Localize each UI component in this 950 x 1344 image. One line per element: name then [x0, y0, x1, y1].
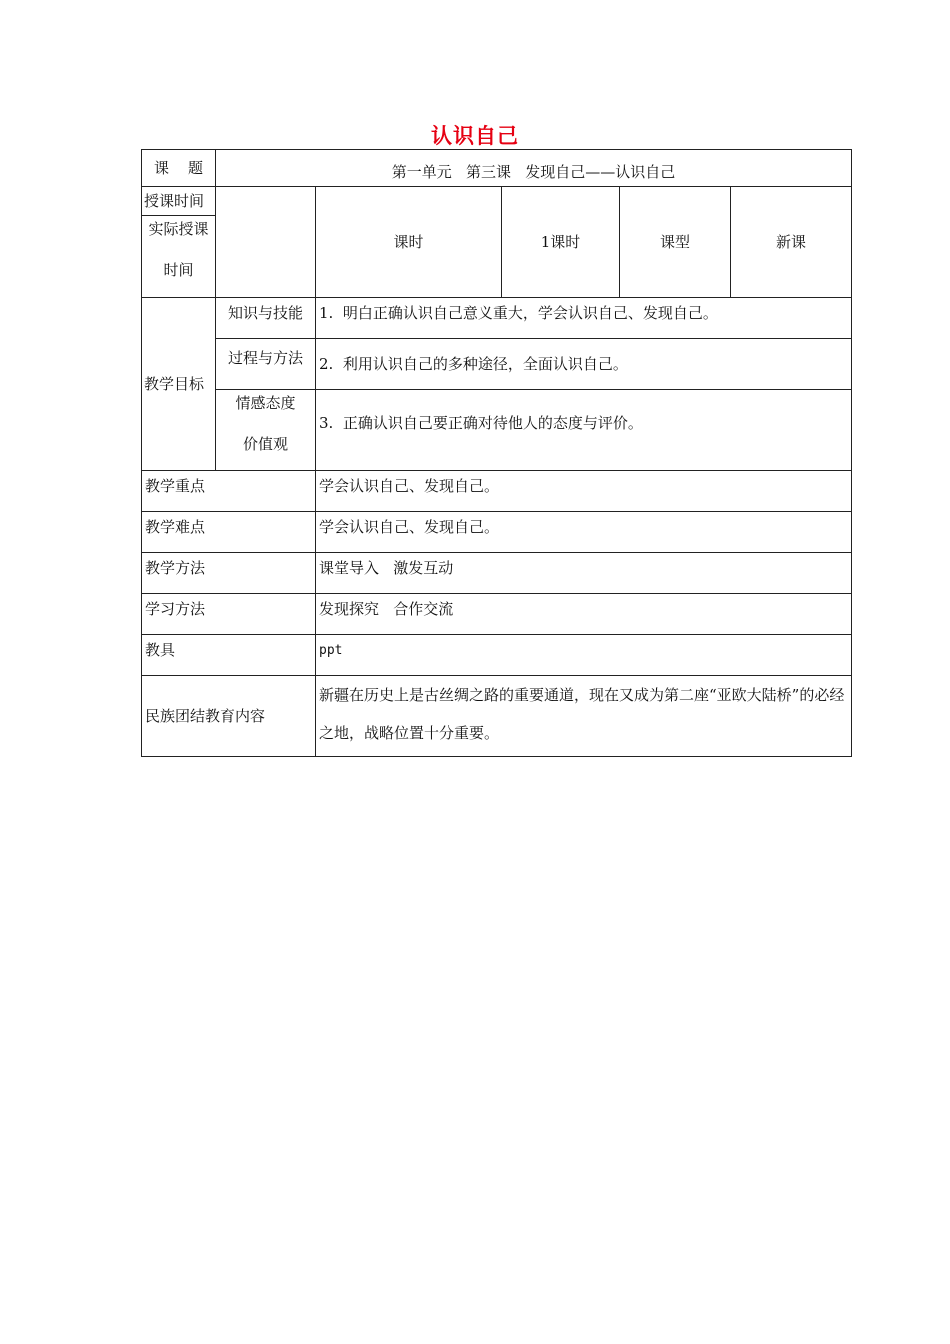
key-point-value-cell [315, 470, 852, 512]
key-point-label: 教学重点 [145, 477, 206, 495]
goal-2-label: 过程与方法 [227, 349, 303, 367]
period-value: 1课时 [540, 232, 581, 251]
type-value: 新课 [775, 232, 806, 251]
actual-time-label-cell [141, 215, 216, 298]
teaching-aids-value: ppt [319, 643, 343, 658]
class-time-value-cell [215, 186, 316, 298]
difficulty-value: 学会认识自己、发现自己。 [319, 518, 500, 536]
goals-label-cell [141, 297, 216, 471]
goal-2-label-cell [215, 338, 316, 390]
actual-time-label-2: 时间 [163, 261, 194, 279]
class-time-label: 授课时间 [144, 191, 205, 210]
goal-3-label-2: 价值观 [242, 435, 288, 453]
goal-1-text: 1. 明白正确认识自己意义重大，学会认识自己、发现自己。 [319, 304, 718, 322]
goal-3-text: 3. 正确认识自己要正确对待他人的态度与评价。 [319, 414, 643, 432]
ethnic-unity-label: 民族团结教育内容 [145, 706, 266, 725]
key-point-value: 学会认识自己、发现自己。 [319, 477, 500, 495]
ethnic-unity-value: 新疆在历史上是古丝绸之路的重要通道，现在又成为第二座“亚欧大陆桥”的必经之地，战略位置十分重要。 [319, 686, 845, 742]
topic-label: 课 题 [153, 158, 204, 177]
topic-value: 第一单元 第三课 发现自己——认识自己 [391, 163, 676, 181]
difficulty-value-cell [315, 511, 852, 553]
teaching-method-value-cell [315, 552, 852, 594]
teaching-method-label: 教学方法 [145, 559, 206, 577]
learning-method-label-cell [141, 593, 316, 635]
period-value-cell [501, 186, 620, 298]
type-label: 课型 [659, 232, 690, 251]
ethnic-unity-label-cell [141, 675, 316, 757]
key-point-label-cell [141, 470, 316, 512]
goal-1-label-cell [215, 297, 316, 339]
goal-3-label-cell [215, 389, 316, 471]
goal-2-text: 2. 利用认识自己的多种途径，全面认识自己。 [319, 354, 628, 373]
goals-label: 教学目标 [144, 374, 205, 393]
period-label: 课时 [393, 232, 424, 251]
learning-method-value: 发现探究 合作交流 [319, 600, 454, 618]
topic-label-cell [141, 149, 216, 187]
type-label-cell [619, 186, 731, 298]
class-time-label-cell [141, 186, 216, 216]
goal-1-text-cell [315, 297, 852, 339]
learning-method-value-cell [315, 593, 852, 635]
type-value-cell [730, 186, 852, 298]
learning-method-label: 学习方法 [145, 600, 206, 618]
teaching-aids-value-cell [315, 634, 852, 676]
teaching-aids-label-cell [141, 634, 316, 676]
goal-2-text-cell [315, 338, 852, 390]
difficulty-label: 教学难点 [145, 518, 206, 536]
ethnic-unity-value-cell [315, 675, 852, 757]
actual-time-label-1: 实际授课 [148, 220, 209, 238]
difficulty-label-cell [141, 511, 316, 553]
period-label-cell [315, 186, 502, 298]
page-title: 认识自己 [431, 124, 519, 148]
topic-value-cell [215, 149, 852, 187]
goal-3-label-1: 情感态度 [235, 394, 296, 412]
goal-3-text-cell [315, 389, 852, 471]
teaching-method-label-cell [141, 552, 316, 594]
teaching-aids-label: 教具 [145, 641, 176, 659]
goal-1-label: 知识与技能 [227, 304, 303, 322]
teaching-method-value: 课堂导入 激发互动 [319, 559, 454, 577]
